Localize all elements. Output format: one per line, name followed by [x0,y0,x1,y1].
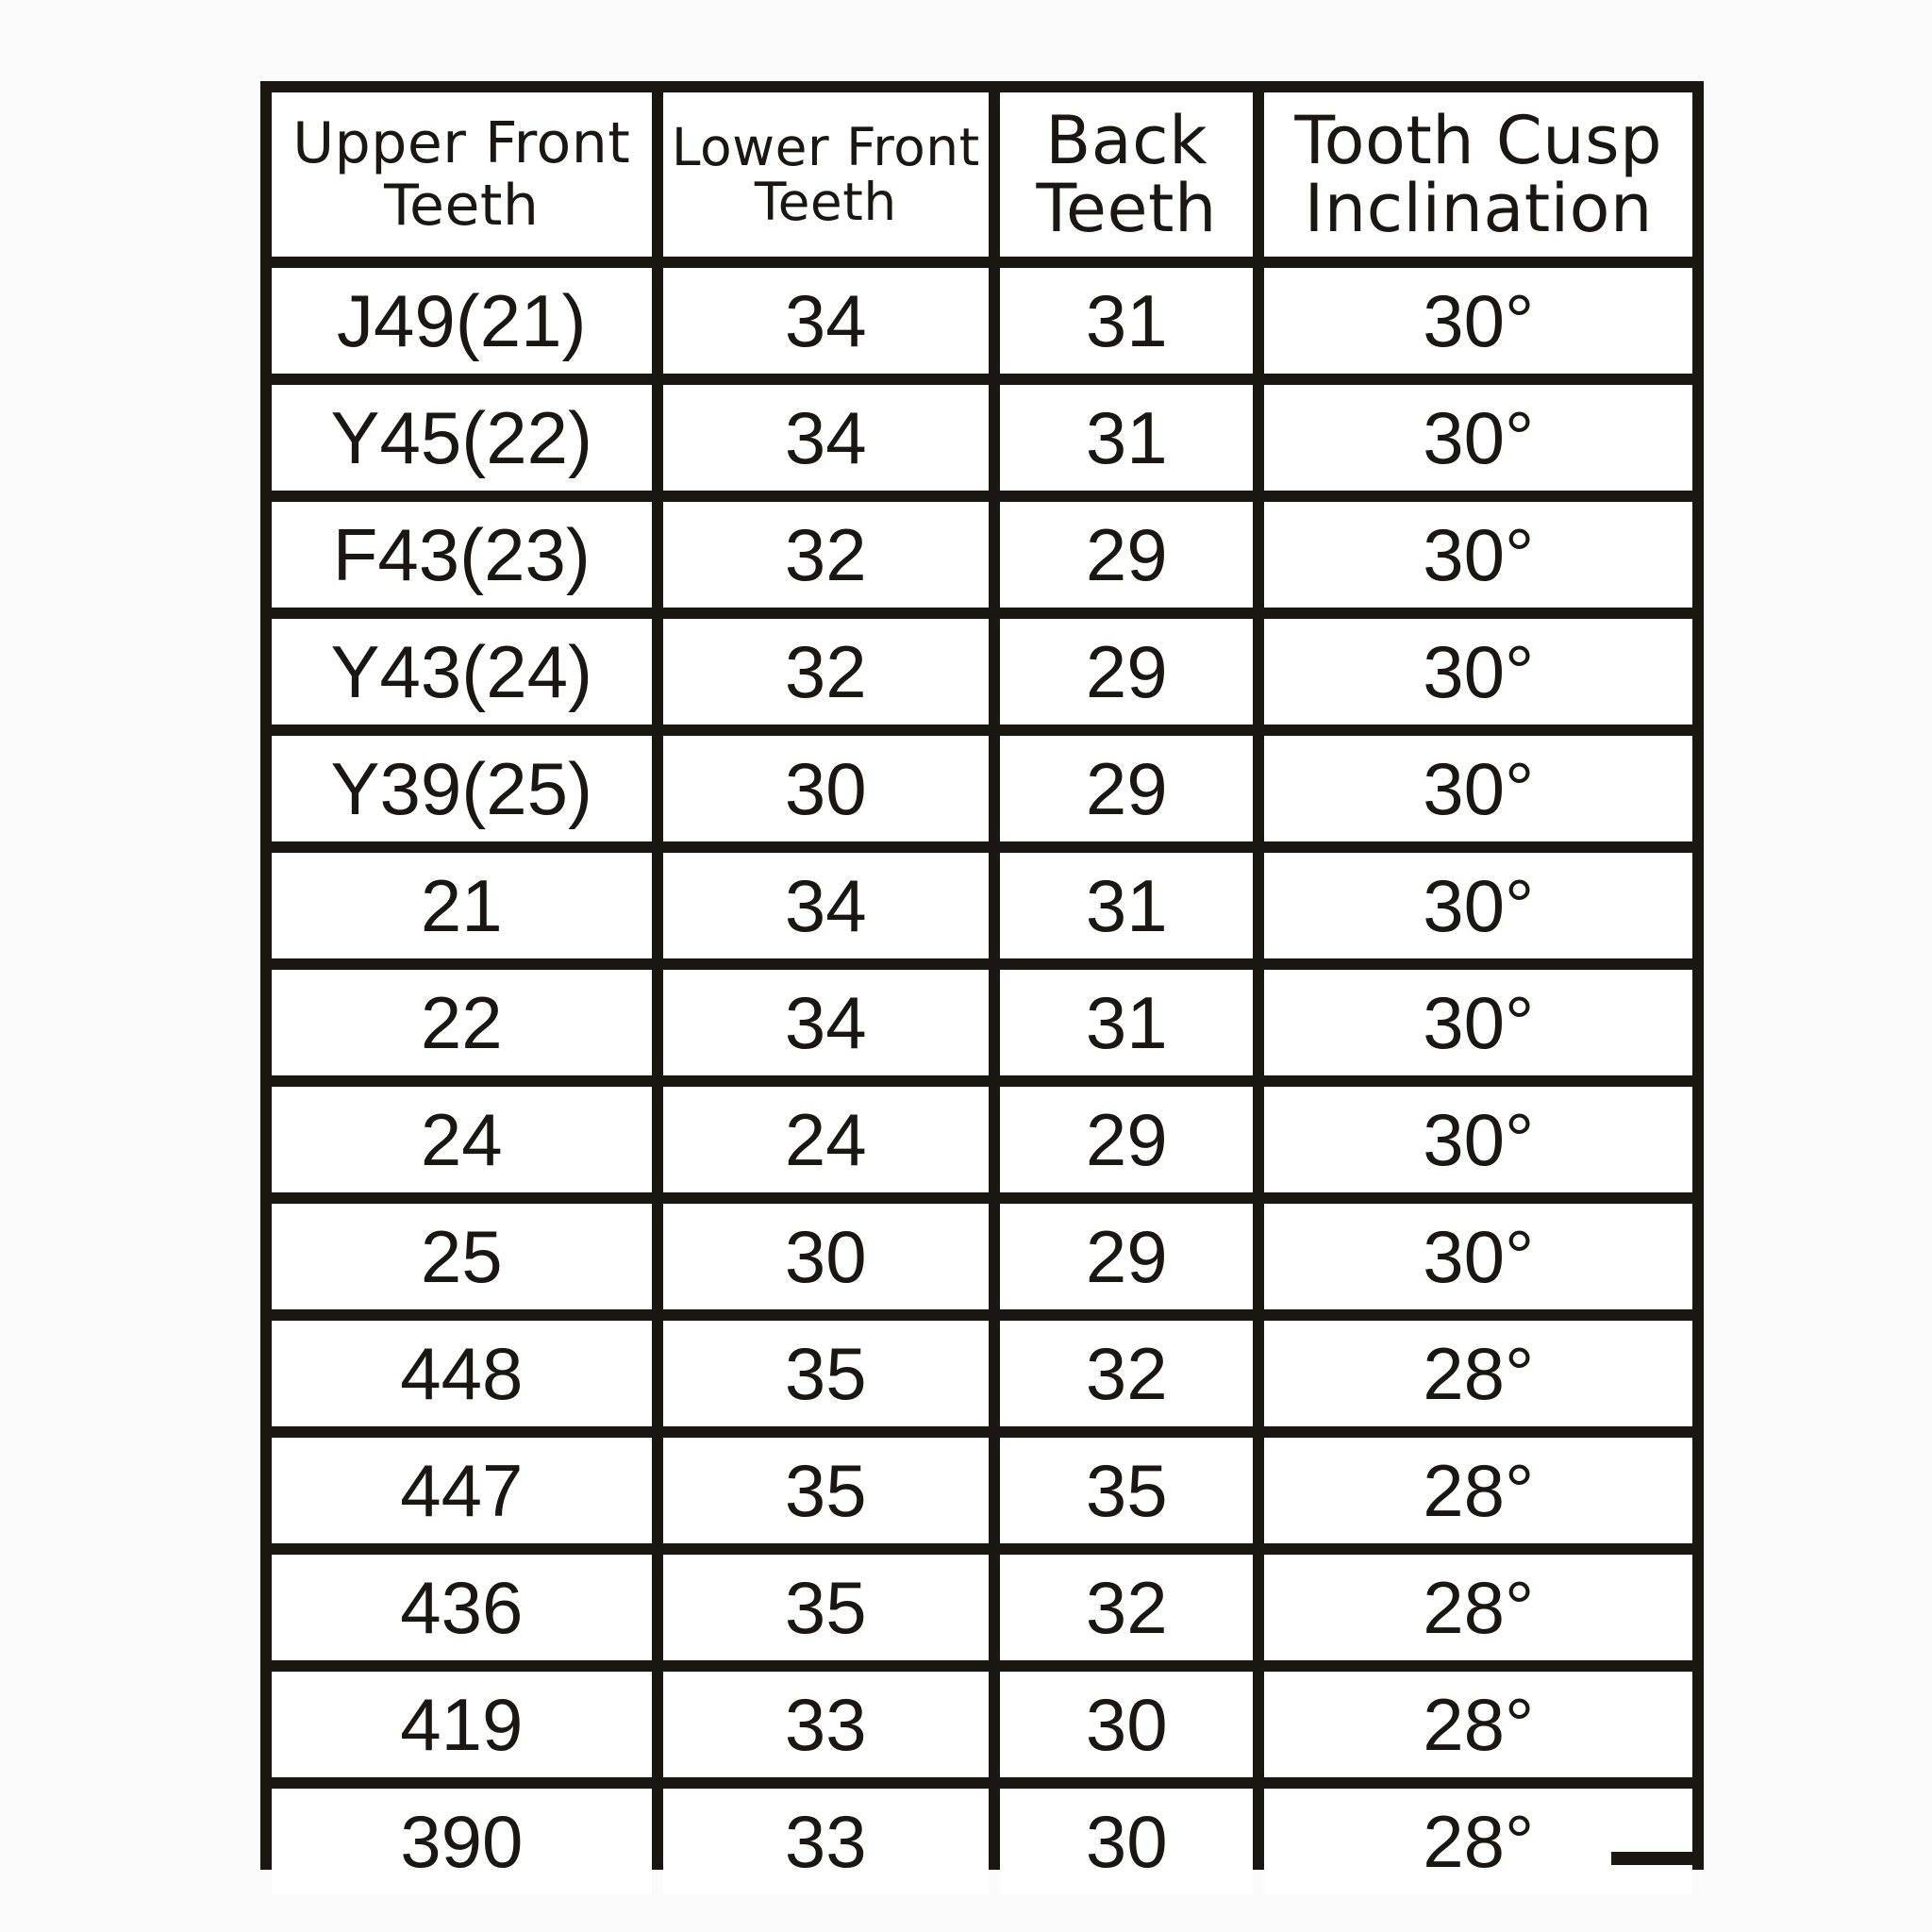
table-row [272,1672,1692,1777]
header-upper-line-2: Teeth [384,173,540,239]
cell-cusp-inclination: 28° [1264,1555,1692,1660]
header-tooth-cusp-inclination [1264,92,1692,257]
cell-cusp-inclination: 30° [1264,970,1692,1075]
cell-upper-front-teeth: 21 [272,853,652,958]
cell-upper-front-teeth: 24 [272,1087,652,1192]
table-row [272,1438,1692,1543]
cell-cusp-inclination: 28° [1264,1672,1692,1777]
table-row [272,1204,1692,1309]
cell-back-teeth: 35 [1000,1438,1253,1543]
cell-upper-front-teeth: 22 [272,970,652,1075]
table-row [272,385,1692,491]
header-back-teeth [1000,92,1253,257]
cell-cusp-inclination: 30° [1264,385,1692,491]
cell-lower-front-teeth: 35 [663,1555,989,1660]
cell-lower-front-teeth: 32 [663,502,989,608]
cell-back-teeth: 30 [1000,1672,1253,1777]
cell-upper-front-teeth: F43(23) [272,502,652,608]
cell-upper-front-teeth: 419 [272,1672,652,1777]
cell-lower-front-teeth: 34 [663,268,989,374]
cell-cusp-inclination: 30° [1264,619,1692,724]
cell-back-teeth: 32 [1000,1321,1253,1426]
cell-back-teeth: 31 [1000,385,1253,491]
cell-lower-front-teeth: 35 [663,1438,989,1543]
cell-upper-front-teeth: Y43(24) [272,619,652,724]
header-lower-front-teeth [663,92,989,257]
cell-upper-front-teeth: 436 [272,1555,652,1660]
cell-back-teeth: 31 [1000,970,1253,1075]
cell-cusp-inclination: 30° [1264,1087,1692,1192]
cell-upper-front-teeth: 390 [272,1789,652,1894]
header-cusp-line-2: Inclination [1304,170,1653,247]
cell-lower-front-teeth: 33 [663,1789,989,1894]
table-row [272,1087,1692,1192]
cell-lower-front-teeth: 34 [663,853,989,958]
cell-cusp-inclination: 30° [1264,502,1692,608]
cell-upper-front-teeth: 447 [272,1438,652,1543]
header-cusp-line-1: Tooth Cusp [1294,102,1663,179]
cell-back-teeth: 31 [1000,853,1253,958]
corner-mark [1611,1852,1704,1865]
cell-lower-front-teeth: 30 [663,736,989,841]
cell-lower-front-teeth: 33 [663,1672,989,1777]
cell-back-teeth: 29 [1000,502,1253,608]
cell-upper-front-teeth: J49(21) [272,268,652,374]
cell-upper-front-teeth: Y39(25) [272,736,652,841]
header-lower-line-2: Teeth [754,172,897,232]
tooth-size-chart [260,81,1704,1883]
cell-lower-front-teeth: 24 [663,1087,989,1192]
cell-cusp-inclination: 30° [1264,736,1692,841]
cell-cusp-inclination: 28° [1264,1789,1692,1894]
table-row [272,736,1692,841]
table-row [272,853,1692,958]
table-row [272,619,1692,724]
cell-lower-front-teeth: 30 [663,1204,989,1309]
cell-back-teeth: 29 [1000,1204,1253,1309]
cell-lower-front-teeth: 34 [663,385,989,491]
cell-lower-front-teeth: 32 [663,619,989,724]
cell-upper-front-teeth: 448 [272,1321,652,1426]
table-body [272,268,1692,1894]
cell-back-teeth: 29 [1000,619,1253,724]
table-row [272,268,1692,374]
table-row [272,970,1692,1075]
cell-cusp-inclination: 30° [1264,1204,1692,1309]
cell-lower-front-teeth: 34 [663,970,989,1075]
header-upper-front-teeth [272,92,652,257]
cell-cusp-inclination: 30° [1264,268,1692,374]
cell-cusp-inclination: 30° [1264,853,1692,958]
cell-cusp-inclination: 28° [1264,1321,1692,1426]
cell-upper-front-teeth: Y45(22) [272,385,652,491]
cell-back-teeth: 31 [1000,268,1253,374]
cell-upper-front-teeth: 25 [272,1204,652,1309]
table-row [272,1321,1692,1426]
header-back-line-2: Teeth [1036,170,1217,247]
table-row [272,1789,1692,1894]
header-row [272,92,1692,257]
tooth-table [260,81,1704,1906]
cell-back-teeth: 30 [1000,1789,1253,1894]
cell-back-teeth: 32 [1000,1555,1253,1660]
header-lower-line-1: Lower Front [671,117,980,177]
cell-cusp-inclination: 28° [1264,1438,1692,1543]
header-back-line-1: Back [1045,102,1208,179]
table-row [272,1555,1692,1660]
cell-lower-front-teeth: 35 [663,1321,989,1426]
cell-back-teeth: 29 [1000,1087,1253,1192]
cell-back-teeth: 29 [1000,736,1253,841]
header-upper-line-1: Upper Front [292,110,631,176]
table-row [272,502,1692,608]
